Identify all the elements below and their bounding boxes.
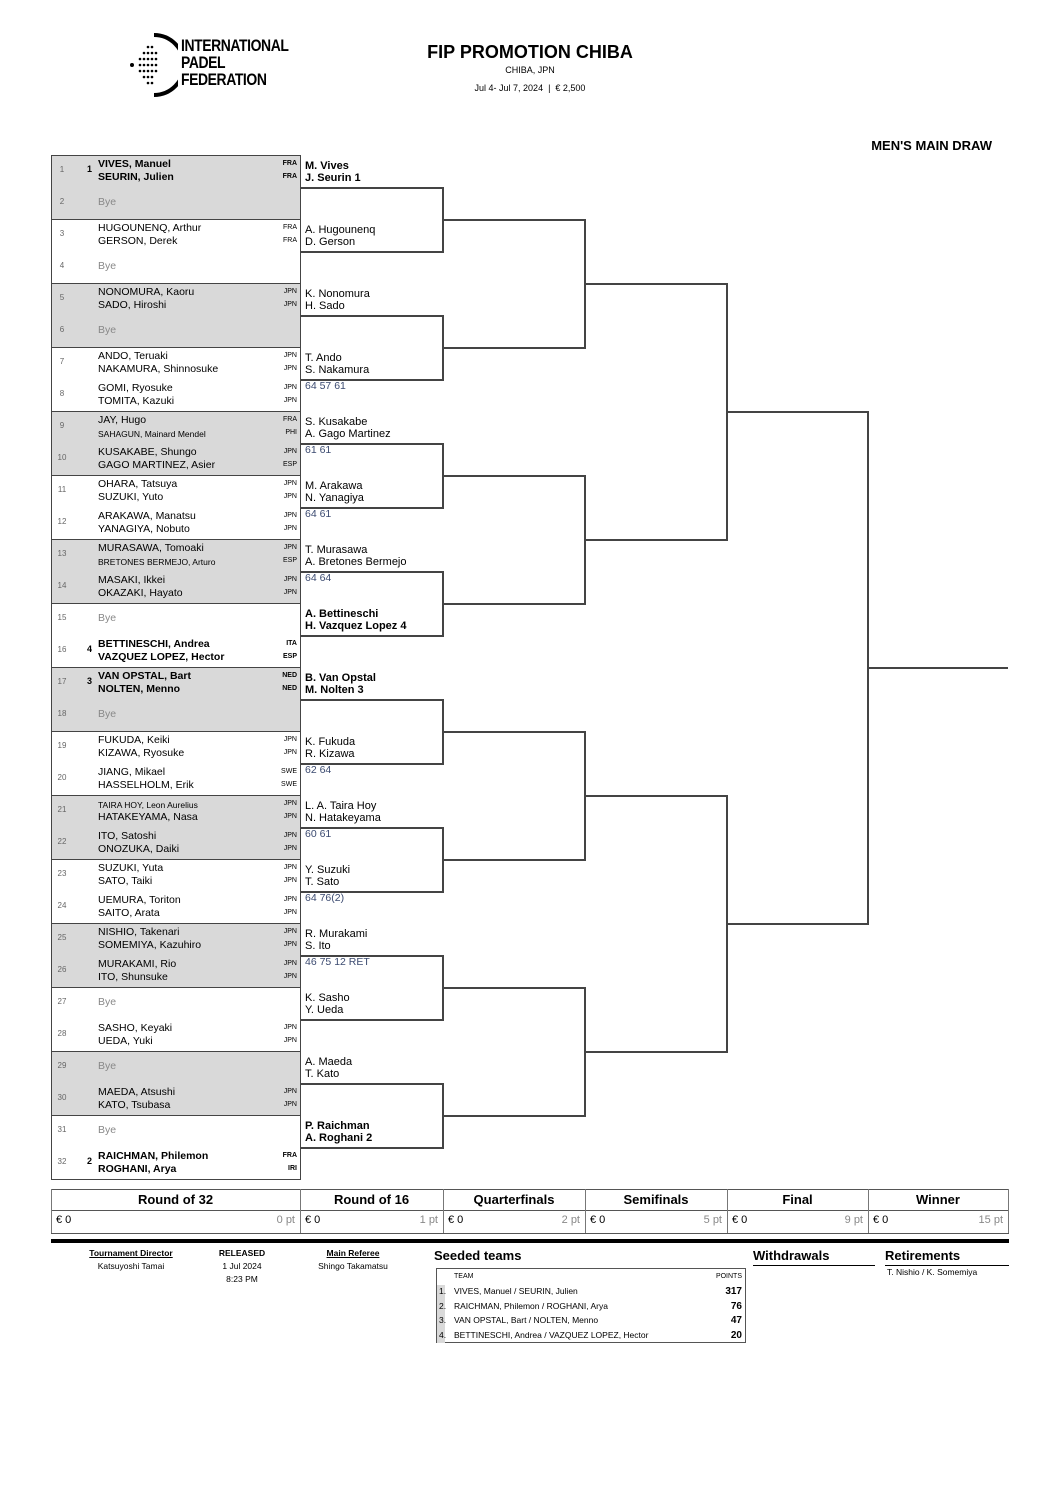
draw-row bbox=[51, 763, 300, 795]
bracket-line bbox=[585, 539, 727, 541]
bracket-line bbox=[585, 795, 727, 797]
bye-label: Bye bbox=[98, 324, 117, 336]
player-nation: FRA bbox=[282, 173, 297, 180]
round-label: Round of 16 bbox=[333, 1192, 410, 1207]
player-name: BRETONES BERMEJO, Arturo bbox=[98, 557, 216, 567]
round16-team: A. Maeda bbox=[305, 1056, 353, 1068]
director-label: Tournament Director bbox=[89, 1248, 173, 1258]
player-name: RAICHMAN, Philemon bbox=[98, 1150, 209, 1162]
bracket-line bbox=[443, 1115, 585, 1117]
bye-label: Bye bbox=[98, 260, 117, 272]
player-nation: JPN bbox=[283, 352, 297, 359]
player-nation: FRA bbox=[283, 237, 297, 244]
seeded-team: BETTINESCHI, Andrea / VAZQUEZ LOPEZ, Hector bbox=[454, 1329, 649, 1340]
seed-number: 3 bbox=[87, 676, 93, 686]
referee-label: Main Referee bbox=[326, 1248, 380, 1258]
footer-divider bbox=[51, 1239, 1009, 1243]
draw-row bbox=[51, 795, 300, 827]
retirements-list: T. Nishio / K. Somemiya bbox=[887, 1267, 978, 1277]
player-name: UEMURA, Toriton bbox=[98, 894, 181, 906]
round16-team: H. Sado bbox=[305, 300, 345, 312]
bracket-line bbox=[585, 1051, 727, 1053]
round-label: Winner bbox=[916, 1192, 960, 1207]
player-name: NONOMURA, Kaoru bbox=[98, 286, 195, 298]
draw-position: 1 bbox=[59, 165, 65, 174]
match-score: 62 64 bbox=[305, 764, 332, 776]
draw-row bbox=[51, 827, 300, 859]
draw-position: 25 bbox=[57, 933, 67, 942]
player-name: OKAZAKI, Hayato bbox=[98, 587, 183, 599]
player-nation: JPN bbox=[283, 1024, 297, 1031]
round-label: Final bbox=[782, 1192, 813, 1207]
round-label: Quarterfinals bbox=[473, 1192, 555, 1207]
draw-row bbox=[51, 475, 300, 507]
player-name: HATAKEYAMA, Nasa bbox=[98, 811, 198, 823]
player-nation: NED bbox=[282, 672, 297, 679]
points-column-header: POINTS bbox=[715, 1273, 742, 1280]
released-date: 1 Jul 2024 bbox=[222, 1261, 262, 1271]
player-nation: JPN bbox=[283, 512, 297, 519]
round16-team: T. Kato bbox=[305, 1068, 340, 1080]
bracket-line bbox=[300, 187, 443, 189]
player-nation: JPN bbox=[283, 544, 297, 551]
draw-position: 20 bbox=[57, 773, 67, 782]
player-name: SAHAGUN, Mainard Mendel bbox=[98, 429, 206, 439]
player-name: TAIRA HOY, Leon Aurelius bbox=[98, 800, 198, 810]
bracket-line bbox=[443, 987, 585, 989]
player-name: SADO, Hiroshi bbox=[98, 299, 167, 311]
player-nation: FRA bbox=[283, 416, 297, 423]
match-score: 64 76(2) bbox=[305, 892, 345, 904]
seed-number: 1 bbox=[87, 164, 93, 174]
bracket-line bbox=[868, 667, 1008, 669]
bracket-line bbox=[443, 347, 585, 349]
round16-team: M. Arakawa bbox=[305, 480, 363, 492]
player-name: MURASAWA, Tomoaki bbox=[98, 542, 204, 554]
round16-team: N. Hatakeyama bbox=[305, 812, 381, 824]
round-label: Round of 32 bbox=[137, 1192, 214, 1207]
round16-team: Y. Ueda bbox=[305, 1004, 344, 1016]
tournament-director bbox=[71, 1248, 191, 1271]
draw-position: 24 bbox=[57, 901, 67, 910]
bye-label: Bye bbox=[98, 996, 117, 1008]
player-nation: JPN bbox=[283, 877, 297, 884]
round16-team: L. A. Taira Hoy bbox=[305, 800, 377, 812]
round16-team: A. Hugounenq bbox=[305, 224, 376, 236]
player-name: SUZUKI, Yuto bbox=[98, 491, 164, 503]
round16-team: T. Murasawa bbox=[305, 544, 368, 556]
player-nation: ITA bbox=[286, 640, 297, 647]
round16-team: H. Vazquez Lopez 4 bbox=[305, 620, 407, 632]
tournament-dates-prize: Jul 4- Jul 7, 2024 | € 2,500 bbox=[474, 83, 586, 93]
round16-team: R. Murakami bbox=[305, 928, 368, 940]
draw-position: 23 bbox=[57, 869, 67, 878]
player-name: HUGOUNENQ, Arthur bbox=[98, 222, 202, 234]
match-score: 61 61 bbox=[305, 444, 332, 456]
player-nation: FRA bbox=[283, 224, 297, 231]
player-name: GERSON, Derek bbox=[98, 235, 178, 247]
logo-line: PADEL bbox=[181, 53, 226, 72]
round16-team: M. Nolten 3 bbox=[305, 684, 364, 696]
bracket-line bbox=[300, 635, 443, 637]
draw-position: 28 bbox=[57, 1029, 67, 1038]
round16-team: S. Ito bbox=[305, 940, 331, 952]
player-name: YANAGIYA, Nobuto bbox=[98, 523, 190, 535]
round-points: 2 pt bbox=[561, 1214, 580, 1226]
draw-row bbox=[51, 347, 300, 379]
player-nation: ESP bbox=[282, 557, 297, 564]
round-prize: € 0 bbox=[448, 1214, 464, 1226]
player-nation: JPN bbox=[283, 589, 297, 596]
player-name: MAEDA, Atsushi bbox=[98, 1086, 176, 1098]
draw-position: 22 bbox=[57, 837, 67, 846]
draw-row bbox=[51, 1051, 300, 1083]
player-name: VIVES, Manuel bbox=[98, 158, 171, 170]
tournament-location: CHIBA, JPN bbox=[505, 65, 555, 75]
bye-label: Bye bbox=[98, 1060, 117, 1072]
round16-team: B. Van Opstal bbox=[305, 672, 376, 684]
draw-row bbox=[51, 443, 300, 475]
draw-position: 13 bbox=[57, 549, 67, 558]
player-name: UEDA, Yuki bbox=[98, 1035, 153, 1047]
round-label: Semifinals bbox=[623, 1192, 689, 1207]
player-nation: ESP bbox=[282, 653, 297, 660]
round16-team: S. Nakamura bbox=[305, 364, 370, 376]
bracket-line bbox=[443, 219, 585, 221]
seed-rank: 2. bbox=[439, 1300, 447, 1311]
draw-position: 8 bbox=[59, 389, 65, 398]
player-name: VAN OPSTAL, Bart bbox=[98, 670, 191, 682]
player-name: SAITO, Arata bbox=[98, 907, 160, 919]
match-score: 64 57 61 bbox=[305, 380, 346, 392]
player-nation: JPN bbox=[283, 832, 297, 839]
draw-row bbox=[51, 251, 300, 283]
draw-position: 30 bbox=[57, 1093, 67, 1102]
player-nation: FRA bbox=[282, 1152, 297, 1159]
draw-row bbox=[51, 987, 300, 1019]
seeded-points: 47 bbox=[730, 1315, 742, 1326]
round-prize: € 0 bbox=[590, 1214, 606, 1226]
player-nation: SWE bbox=[281, 781, 297, 788]
player-name: NISHIO, Takenari bbox=[98, 926, 180, 938]
seed-rank: 4. bbox=[439, 1329, 447, 1340]
player-nation: JPN bbox=[283, 813, 297, 820]
player-name: OHARA, Tatsuya bbox=[98, 478, 178, 490]
draw-row bbox=[51, 635, 300, 667]
seeded-points: 20 bbox=[730, 1329, 742, 1341]
draw-row bbox=[51, 1115, 300, 1147]
draw-bottom-border bbox=[51, 1179, 301, 1180]
player-name: VAZQUEZ LOPEZ, Hector bbox=[98, 651, 225, 663]
round16-team: N. Yanagiya bbox=[305, 492, 364, 504]
draw-row bbox=[51, 667, 300, 699]
player-nation: JPN bbox=[283, 493, 297, 500]
player-name: BETTINESCHI, Andrea bbox=[98, 638, 210, 650]
round-points: 9 pt bbox=[844, 1214, 863, 1226]
draw-position: 4 bbox=[59, 261, 65, 270]
round16-team: A. Roghani 2 bbox=[305, 1132, 373, 1144]
draw-position: 26 bbox=[57, 965, 67, 974]
player-name: FUKUDA, Keiki bbox=[98, 734, 170, 746]
draw-title: MEN'S MAIN DRAW bbox=[871, 138, 992, 153]
player-nation: JPN bbox=[283, 960, 297, 967]
seeded-team: RAICHMAN, Philemon / ROGHANI, Arya bbox=[454, 1300, 608, 1311]
bracket-line bbox=[443, 475, 585, 477]
player-nation: JPN bbox=[283, 301, 297, 308]
table-border bbox=[51, 1210, 1009, 1211]
released-label: RELEASED bbox=[218, 1248, 266, 1258]
draw-position: 6 bbox=[59, 325, 65, 334]
draw-position: 18 bbox=[57, 709, 67, 718]
player-nation: JPN bbox=[283, 928, 297, 935]
draw-row bbox=[51, 891, 300, 923]
player-name: TOMITA, Kazuki bbox=[98, 395, 175, 407]
player-name: SASHO, Keyaki bbox=[98, 1022, 173, 1034]
player-nation: PHI bbox=[285, 429, 297, 436]
logo-line: INTERNATIONAL bbox=[181, 36, 289, 55]
round16-team: T. Ando bbox=[305, 352, 342, 364]
player-name: JIANG, Mikael bbox=[98, 766, 166, 778]
draw-position: 21 bbox=[57, 805, 67, 814]
player-nation: JPN bbox=[283, 525, 297, 532]
player-nation: JPN bbox=[283, 1101, 297, 1108]
round-points: 0 pt bbox=[276, 1214, 295, 1226]
player-name: ARAKAWA, Manatsu bbox=[98, 510, 196, 522]
draw-position: 31 bbox=[57, 1125, 67, 1134]
bracket-line bbox=[727, 923, 868, 925]
draw-row bbox=[51, 507, 300, 539]
draw-position: 14 bbox=[57, 581, 67, 590]
released-info bbox=[202, 1248, 282, 1284]
draw-position: 2 bbox=[59, 197, 65, 206]
player-name: MURAKAMI, Rio bbox=[98, 958, 177, 970]
seeded-points: 76 bbox=[730, 1300, 742, 1312]
draw-row bbox=[51, 315, 300, 347]
player-name: SEURIN, Julien bbox=[98, 171, 174, 183]
player-name: MASAKI, Ikkei bbox=[98, 574, 166, 586]
round16-team: R. Kizawa bbox=[305, 748, 355, 760]
released-time: 8:23 PM bbox=[226, 1274, 258, 1284]
player-name: KUSAKABE, Shungo bbox=[98, 446, 197, 458]
draw-position: 12 bbox=[57, 517, 67, 526]
draw-row bbox=[51, 1147, 300, 1179]
draw-row bbox=[51, 923, 300, 955]
player-nation: JPN bbox=[283, 397, 297, 404]
player-name: SATO, Taiki bbox=[98, 875, 153, 887]
retirements-title: Retirements bbox=[885, 1248, 1009, 1266]
player-name: ONOZUKA, Daiki bbox=[98, 843, 180, 855]
padel-ball-icon bbox=[128, 33, 178, 97]
player-nation: FRA bbox=[282, 160, 297, 167]
player-name: ITO, Satoshi bbox=[98, 830, 157, 842]
round16-team: J. Seurin 1 bbox=[305, 172, 361, 184]
bracket-line bbox=[727, 411, 868, 413]
player-nation: JPN bbox=[283, 800, 297, 807]
draw-row bbox=[51, 571, 300, 603]
player-name: ROGHANI, Arya bbox=[98, 1163, 177, 1175]
player-nation: JPN bbox=[283, 1088, 297, 1095]
draw-position: 10 bbox=[57, 453, 67, 462]
round16-team: D. Gerson bbox=[305, 236, 356, 248]
draw-position: 11 bbox=[57, 485, 67, 494]
bracket-line bbox=[300, 315, 443, 317]
player-nation: JPN bbox=[283, 864, 297, 871]
draw-row bbox=[51, 699, 300, 731]
round16-team: P. Raichman bbox=[305, 1120, 370, 1132]
round16-team: A. Bretones Bermejo bbox=[305, 556, 407, 568]
player-name: ANDO, Teruaki bbox=[98, 350, 168, 362]
player-nation: IRI bbox=[288, 1165, 297, 1172]
draw-position: 17 bbox=[57, 677, 67, 686]
seed-rank: 3. bbox=[439, 1315, 447, 1325]
seeded-team: VIVES, Manuel / SEURIN, Julien bbox=[454, 1286, 578, 1296]
director-name: Katsuyoshi Tamai bbox=[97, 1261, 165, 1271]
draw-position: 7 bbox=[59, 357, 65, 366]
table-border bbox=[51, 1189, 1009, 1190]
bracket-line bbox=[443, 603, 585, 605]
round16-team: A. Gago Martinez bbox=[305, 428, 391, 440]
round16-team: S. Kusakabe bbox=[305, 416, 368, 428]
draw-position: 9 bbox=[59, 421, 65, 430]
draw-row bbox=[51, 283, 300, 315]
player-nation: JPN bbox=[283, 448, 297, 455]
draw-position: 29 bbox=[57, 1061, 67, 1070]
player-name: GOMI, Ryosuke bbox=[98, 382, 173, 394]
bracket-line bbox=[300, 699, 443, 701]
seeded-points: 317 bbox=[725, 1286, 742, 1297]
draw-row bbox=[51, 955, 300, 987]
player-name: NAKAMURA, Shinnosuke bbox=[98, 363, 219, 375]
bye-label: Bye bbox=[98, 196, 117, 208]
player-nation: JPN bbox=[283, 365, 297, 372]
tournament-title: FIP PROMOTION CHIBA bbox=[427, 42, 633, 62]
player-nation: JPN bbox=[283, 845, 297, 852]
player-name: SUZUKI, Yuta bbox=[98, 862, 164, 874]
round16-team: T. Sato bbox=[305, 876, 340, 888]
seeded-team: VAN OPSTAL, Bart / NOLTEN, Menno bbox=[454, 1315, 599, 1325]
player-nation: JPN bbox=[283, 736, 297, 743]
match-score: 60 61 bbox=[305, 828, 332, 840]
draw-position: 5 bbox=[59, 293, 65, 302]
round-prize: € 0 bbox=[873, 1214, 889, 1226]
draw-row bbox=[51, 603, 300, 635]
player-name: KIZAWA, Ryosuke bbox=[98, 747, 185, 759]
player-nation: JPN bbox=[283, 384, 297, 391]
table-border bbox=[51, 1233, 1009, 1234]
player-nation: JPN bbox=[283, 941, 297, 948]
draw-position: 3 bbox=[59, 229, 65, 238]
seed-number: 4 bbox=[87, 644, 93, 654]
draw-position: 27 bbox=[57, 997, 67, 1006]
round16-team: M. Vives bbox=[305, 160, 349, 172]
player-name: SOMEMIYA, Kazuhiro bbox=[98, 939, 202, 951]
bracket-line bbox=[300, 1083, 443, 1085]
player-nation: JPN bbox=[283, 288, 297, 295]
bracket-line bbox=[585, 283, 727, 285]
referee-name: Shingo Takamatsu bbox=[318, 1261, 388, 1271]
round-points: 1 pt bbox=[419, 1214, 438, 1226]
draw-position: 19 bbox=[57, 741, 67, 750]
player-nation: NED bbox=[282, 685, 297, 692]
draw-row bbox=[51, 1083, 300, 1115]
draw-row bbox=[51, 155, 300, 187]
draw-row bbox=[51, 1019, 300, 1051]
draw-row bbox=[51, 859, 300, 891]
round16-team: K. Fukuda bbox=[305, 736, 356, 748]
player-nation: SWE bbox=[281, 768, 297, 775]
round16-team: A. Bettineschi bbox=[305, 608, 379, 620]
draw-row bbox=[51, 187, 300, 219]
main-referee bbox=[303, 1248, 403, 1271]
player-nation: JPN bbox=[283, 1037, 297, 1044]
draw-row bbox=[51, 219, 300, 251]
bye-label: Bye bbox=[98, 708, 117, 720]
round16-team: K. Nonomura bbox=[305, 288, 370, 300]
match-score: 64 64 bbox=[305, 572, 332, 584]
bracket-line bbox=[300, 1019, 443, 1021]
round-prize: € 0 bbox=[732, 1214, 748, 1226]
round-prize: € 0 bbox=[56, 1214, 72, 1226]
player-nation: ESP bbox=[282, 461, 297, 468]
logo-line: FEDERATION bbox=[181, 70, 267, 89]
bracket-line bbox=[300, 251, 443, 253]
round-points: 15 pt bbox=[978, 1214, 1003, 1226]
player-nation: JPN bbox=[283, 896, 297, 903]
seed-number: 2 bbox=[87, 1156, 93, 1166]
player-name: GAGO MARTINEZ, Asier bbox=[98, 459, 216, 471]
player-nation: JPN bbox=[283, 480, 297, 487]
player-nation: JPN bbox=[283, 576, 297, 583]
player-name: JAY, Hugo bbox=[98, 414, 147, 426]
logo-text bbox=[181, 37, 288, 88]
bracket-line bbox=[443, 859, 585, 861]
withdrawals-title: Withdrawals bbox=[753, 1248, 875, 1266]
draw-row bbox=[51, 539, 300, 571]
player-nation: JPN bbox=[283, 973, 297, 980]
draw-row bbox=[51, 731, 300, 763]
match-score: 64 61 bbox=[305, 508, 332, 520]
seeded-teams-title: Seeded teams bbox=[434, 1248, 522, 1263]
draw-row bbox=[51, 379, 300, 411]
draw-row bbox=[51, 411, 300, 443]
player-name: KATO, Tsubasa bbox=[98, 1099, 171, 1111]
round-points: 5 pt bbox=[703, 1214, 722, 1226]
bracket-line bbox=[443, 731, 585, 733]
table-border bbox=[1008, 1189, 1009, 1233]
draw-position: 15 bbox=[57, 613, 67, 622]
draw-position: 16 bbox=[57, 645, 67, 654]
round-prize: € 0 bbox=[305, 1214, 321, 1226]
round16-team: K. Sasho bbox=[305, 992, 350, 1004]
team-column-header: TEAM bbox=[454, 1273, 474, 1280]
player-name: HASSELHOLM, Erik bbox=[98, 779, 194, 791]
draw-position: 32 bbox=[57, 1157, 67, 1166]
match-score: 46 75 12 RET bbox=[305, 956, 370, 968]
seed-rank: 1. bbox=[439, 1286, 447, 1296]
player-nation: JPN bbox=[283, 749, 297, 756]
bracket-line bbox=[300, 1147, 443, 1149]
bye-label: Bye bbox=[98, 1124, 117, 1136]
player-name: NOLTEN, Menno bbox=[98, 683, 181, 695]
round16-team: Y. Suzuki bbox=[305, 864, 351, 876]
player-name: ITO, Shunsuke bbox=[98, 971, 168, 983]
bye-label: Bye bbox=[98, 612, 117, 624]
player-nation: JPN bbox=[283, 909, 297, 916]
seeded-teams-table bbox=[436, 1268, 746, 1343]
